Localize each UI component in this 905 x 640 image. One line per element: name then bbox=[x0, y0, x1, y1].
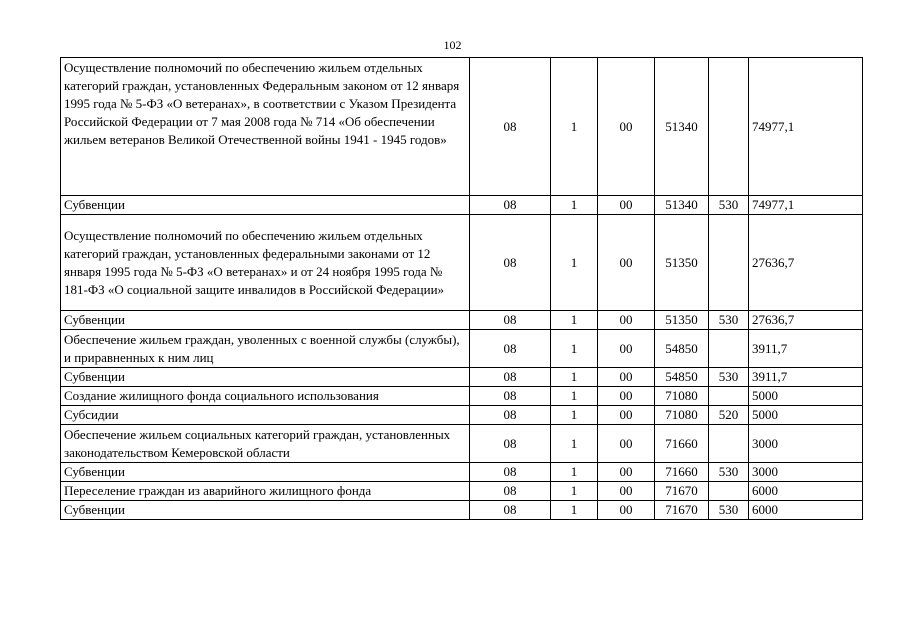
row-name: Субвенции bbox=[61, 368, 470, 387]
expense-type-code: 530 bbox=[709, 463, 749, 482]
section-code: 08 bbox=[470, 311, 551, 330]
direction-code: 71660 bbox=[655, 463, 709, 482]
table-row bbox=[61, 425, 863, 463]
table-row bbox=[61, 330, 863, 368]
expense-type-code: 530 bbox=[709, 311, 749, 330]
table-row bbox=[61, 482, 863, 501]
amount: 3911,7 bbox=[749, 330, 863, 368]
direction-code: 51340 bbox=[655, 196, 709, 215]
expense-type-code bbox=[709, 425, 749, 463]
section-code: 08 bbox=[470, 368, 551, 387]
program-code: 1 bbox=[551, 463, 598, 482]
table-row bbox=[61, 311, 863, 330]
direction-code: 71080 bbox=[655, 387, 709, 406]
table-row bbox=[61, 215, 863, 311]
program-code: 1 bbox=[551, 368, 598, 387]
amount: 6000 bbox=[749, 482, 863, 501]
section-code: 08 bbox=[470, 482, 551, 501]
row-name: Осуществление полномочий по обеспечению жильем отдельных категорий граждан, установленных Федеральным законом от 12 января 1995 года № 5-ФЗ «О ветеранах», в соответствии с Указом Президента Российской Федерации от 7 мая 2008 года № 714 «Об обеспечении жильем ветеранов Великой Отечественной войны 1941 - 1945 годов» bbox=[61, 58, 470, 196]
expense-type-code bbox=[709, 387, 749, 406]
subprogram-code: 00 bbox=[598, 501, 655, 520]
expense-type-code bbox=[709, 215, 749, 311]
row-name: Субвенции bbox=[61, 463, 470, 482]
expense-type-code: 530 bbox=[709, 196, 749, 215]
table-row bbox=[61, 196, 863, 215]
subprogram-code: 00 bbox=[598, 330, 655, 368]
row-name: Осуществление полномочий по обеспечению жильем отдельных категорий граждан, установленных федеральными законами от 12 января 1995 года № 5-ФЗ «О ветеранах» и от 24 ноября 1995 года № 181-ФЗ «О социальной защите инвалидов в Российской Федерации» bbox=[61, 215, 470, 311]
table-row bbox=[61, 463, 863, 482]
subprogram-code: 00 bbox=[598, 406, 655, 425]
subprogram-code: 00 bbox=[598, 482, 655, 501]
table-row bbox=[61, 387, 863, 406]
subprogram-code: 00 bbox=[598, 463, 655, 482]
direction-code: 71670 bbox=[655, 482, 709, 501]
direction-code: 54850 bbox=[655, 330, 709, 368]
section-code: 08 bbox=[470, 406, 551, 425]
section-code: 08 bbox=[470, 58, 551, 196]
subprogram-code: 00 bbox=[598, 58, 655, 196]
amount: 27636,7 bbox=[749, 215, 863, 311]
row-name: Субвенции bbox=[61, 311, 470, 330]
amount: 27636,7 bbox=[749, 311, 863, 330]
program-code: 1 bbox=[551, 215, 598, 311]
expense-type-code: 530 bbox=[709, 501, 749, 520]
section-code: 08 bbox=[470, 501, 551, 520]
program-code: 1 bbox=[551, 425, 598, 463]
section-code: 08 bbox=[470, 196, 551, 215]
subprogram-code: 00 bbox=[598, 311, 655, 330]
table-row bbox=[61, 58, 863, 196]
expense-type-code bbox=[709, 330, 749, 368]
program-code: 1 bbox=[551, 501, 598, 520]
subprogram-code: 00 bbox=[598, 368, 655, 387]
section-code: 08 bbox=[470, 425, 551, 463]
table-row bbox=[61, 406, 863, 425]
amount: 74977,1 bbox=[749, 196, 863, 215]
program-code: 1 bbox=[551, 330, 598, 368]
row-name: Обеспечение жильем граждан, уволенных с военной службы (службы), и приравненных к ним лиц bbox=[61, 330, 470, 368]
direction-code: 71670 bbox=[655, 501, 709, 520]
budget-table bbox=[60, 57, 863, 520]
amount: 5000 bbox=[749, 406, 863, 425]
row-name: Переселение граждан из аварийного жилищного фонда bbox=[61, 482, 470, 501]
program-code: 1 bbox=[551, 58, 598, 196]
section-code: 08 bbox=[470, 463, 551, 482]
table-row bbox=[61, 501, 863, 520]
row-name: Создание жилищного фонда социального использования bbox=[61, 387, 470, 406]
amount: 74977,1 bbox=[749, 58, 863, 196]
program-code: 1 bbox=[551, 406, 598, 425]
amount: 3000 bbox=[749, 463, 863, 482]
row-name: Субсидии bbox=[61, 406, 470, 425]
section-code: 08 bbox=[470, 215, 551, 311]
program-code: 1 bbox=[551, 196, 598, 215]
section-code: 08 bbox=[470, 387, 551, 406]
page-number: 102 bbox=[443, 38, 462, 52]
amount: 6000 bbox=[749, 501, 863, 520]
section-code: 08 bbox=[470, 330, 551, 368]
direction-code: 51340 bbox=[655, 58, 709, 196]
row-name: Субвенции bbox=[61, 501, 470, 520]
amount: 5000 bbox=[749, 387, 863, 406]
direction-code: 51350 bbox=[655, 215, 709, 311]
expense-type-code: 530 bbox=[709, 368, 749, 387]
subprogram-code: 00 bbox=[598, 215, 655, 311]
program-code: 1 bbox=[551, 387, 598, 406]
direction-code: 71080 bbox=[655, 406, 709, 425]
subprogram-code: 00 bbox=[598, 387, 655, 406]
expense-type-code bbox=[709, 58, 749, 196]
direction-code: 71660 bbox=[655, 425, 709, 463]
row-name: Обеспечение жильем социальных категорий граждан, установленных законодательством Кемеровской области bbox=[61, 425, 470, 463]
table-row bbox=[61, 368, 863, 387]
expense-type-code bbox=[709, 482, 749, 501]
direction-code: 54850 bbox=[655, 368, 709, 387]
program-code: 1 bbox=[551, 482, 598, 501]
amount: 3911,7 bbox=[749, 368, 863, 387]
row-name: Субвенции bbox=[61, 196, 470, 215]
subprogram-code: 00 bbox=[598, 196, 655, 215]
expense-type-code: 520 bbox=[709, 406, 749, 425]
program-code: 1 bbox=[551, 311, 598, 330]
amount: 3000 bbox=[749, 425, 863, 463]
subprogram-code: 00 bbox=[598, 425, 655, 463]
direction-code: 51350 bbox=[655, 311, 709, 330]
